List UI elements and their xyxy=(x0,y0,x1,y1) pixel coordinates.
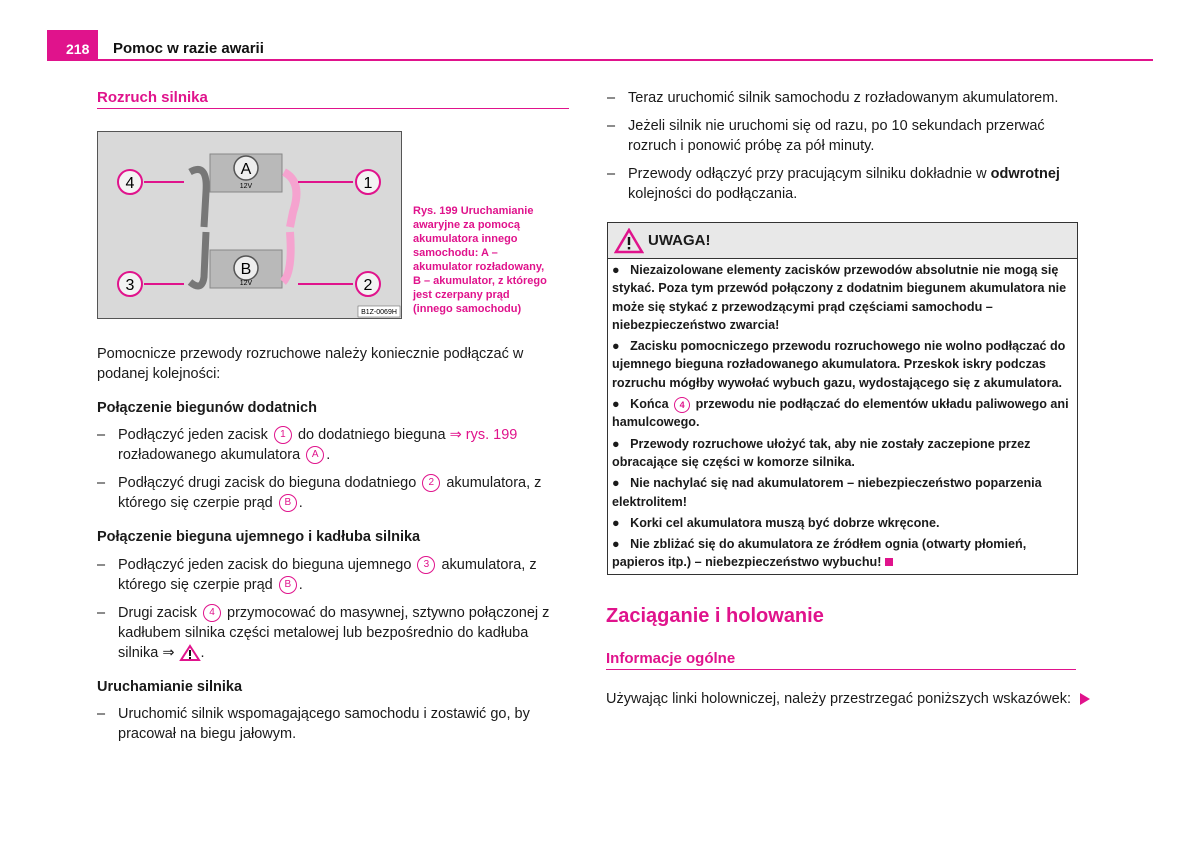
warning-item: ● Nie zbliżać się do akumulatora ze źródłem ognia (otwarty płomień, papieros itp.) – niebezpieczeństwo wybuchu! xyxy=(612,537,1027,570)
step-3: – Podłączyć jeden zacisk do bieguna ujemnego 3 akumulatora, z którego się czerpie prąd B . xyxy=(97,557,537,593)
svg-text:1: 1 xyxy=(363,175,373,192)
chapter-title: Pomoc w razie awarii xyxy=(113,40,264,57)
svg-text:12V: 12V xyxy=(239,280,253,287)
figure-link[interactable]: ⇒ rys. 199 xyxy=(449,427,518,443)
header-rule xyxy=(47,59,1153,61)
step-8: – Przewody odłączyć przy pracującym silniku dokładnie w odwrotnej kolejności do podłączania. xyxy=(607,166,1060,202)
section-rule xyxy=(606,669,1076,670)
subhead-start: Uruchamianie silnika xyxy=(97,679,243,695)
warning-title: UWAGA! xyxy=(648,232,711,249)
warning-item: ● Końca 4 przewodu nie podłączać do elementów układu paliwowego ani hamulcowego. xyxy=(612,397,1069,430)
step-2: – Podłączyć drugi zacisk do bieguna dodatniego 2 akumulatora, z którego się czerpie prąd B . xyxy=(97,475,542,511)
svg-text:4: 4 xyxy=(125,175,135,192)
step-7: – Jeżeli silnik nie uruchomi się od razu, po 10 sekundach przerwać rozruch i ponowić próbę za pół minuty. xyxy=(607,118,1045,154)
step-5: – Uruchomić silnik wspomagającego samochodu i zostawić go, by pracował na biegu jałowym. xyxy=(97,706,530,742)
warning-item: ● Korki cel akumulatora muszą być dobrze wkręcone. xyxy=(612,515,940,530)
continue-arrow-icon[interactable] xyxy=(1079,692,1091,706)
section-title-info: Informacje ogólne xyxy=(606,650,736,667)
svg-text:2: 2 xyxy=(363,277,373,294)
section-rule xyxy=(97,108,569,109)
step-6: – Teraz uruchomić silnik samochodu z rozładowanym akumulatorem. xyxy=(607,90,1059,106)
warning-item: ● Niezaizolowane elementy zacisków przewodów absolutnie nie mogą się stykać. Poza tym przewód połączony z dodatnim biegunem akumulatora nie może się stykać z przewodzącymi prąd częściami samochodu – niebezpieczeństwo zwarcia! xyxy=(612,263,1067,332)
subhead-positive: Połączenie biegunów dodatnich xyxy=(97,400,317,416)
towing-intro: Używając linki holowniczej, należy przestrzegać poniższych wskazówek: xyxy=(606,691,1071,707)
svg-text:B: B xyxy=(240,261,252,278)
warning-triangle-icon xyxy=(614,228,644,254)
intro-text: Pomocnicze przewody rozruchowe należy koniecznie podłączać w podanej kolejności: xyxy=(97,346,524,382)
warning-item: ● Nie nachylać się nad akumulatorem – niebezpieczeństwo poparzenia elektrolitem! xyxy=(612,476,1042,509)
warning-item: ● Zacisku pomocniczego przewodu rozruchowego nie wolno podłączać do ujemnego bieguna rozładowanego akumulatora. Przeskok iskry podczas rozruchu mógłby wywołać wybuch gazu, wydostającego się z akumulatora. xyxy=(612,339,1066,390)
heading-towing: Zaciąganie i holowanie xyxy=(606,605,824,627)
warning-box xyxy=(607,222,1078,575)
svg-text:B1Z-0069H: B1Z-0069H xyxy=(361,309,397,316)
figure-caption: Rys. 199 Uruchamianie awaryjne za pomocą akumulatora innego samochodu: A – akumulator rozładowany, B – akumulator, z którego jest czerpany prąd (innego samochodu) xyxy=(413,205,547,315)
svg-text:3: 3 xyxy=(125,277,135,294)
warning-item: ● Przewody rozruchowe ułożyć tak, aby nie zostały zaczepione przez obracające się części w komorze silnika. xyxy=(612,436,1031,469)
section-title-rozruch: Rozruch silnika xyxy=(97,89,208,106)
jump-start-figure xyxy=(97,131,402,319)
subhead-negative: Połączenie bieguna ujemnego i kadłuba silnika xyxy=(97,529,421,545)
end-mark-icon xyxy=(885,558,893,566)
svg-text:A: A xyxy=(240,161,252,178)
page-number: 218 xyxy=(66,41,90,57)
warning-triangle-icon xyxy=(179,644,201,662)
battery-diagram xyxy=(98,132,401,318)
step-4: – Drugi zacisk 4 przymocować do masywnej, sztywno połączonej z kadłubem silnika części metalowej lub bezpośrednio do kadłuba silnika ⇒ . xyxy=(97,605,550,661)
step-1: – Podłączyć jeden zacisk 1 do dodatniego bieguna ⇒ rys. 199 rozładowanego akumulatora A . xyxy=(97,427,518,463)
svg-text:12V: 12V xyxy=(239,183,253,190)
